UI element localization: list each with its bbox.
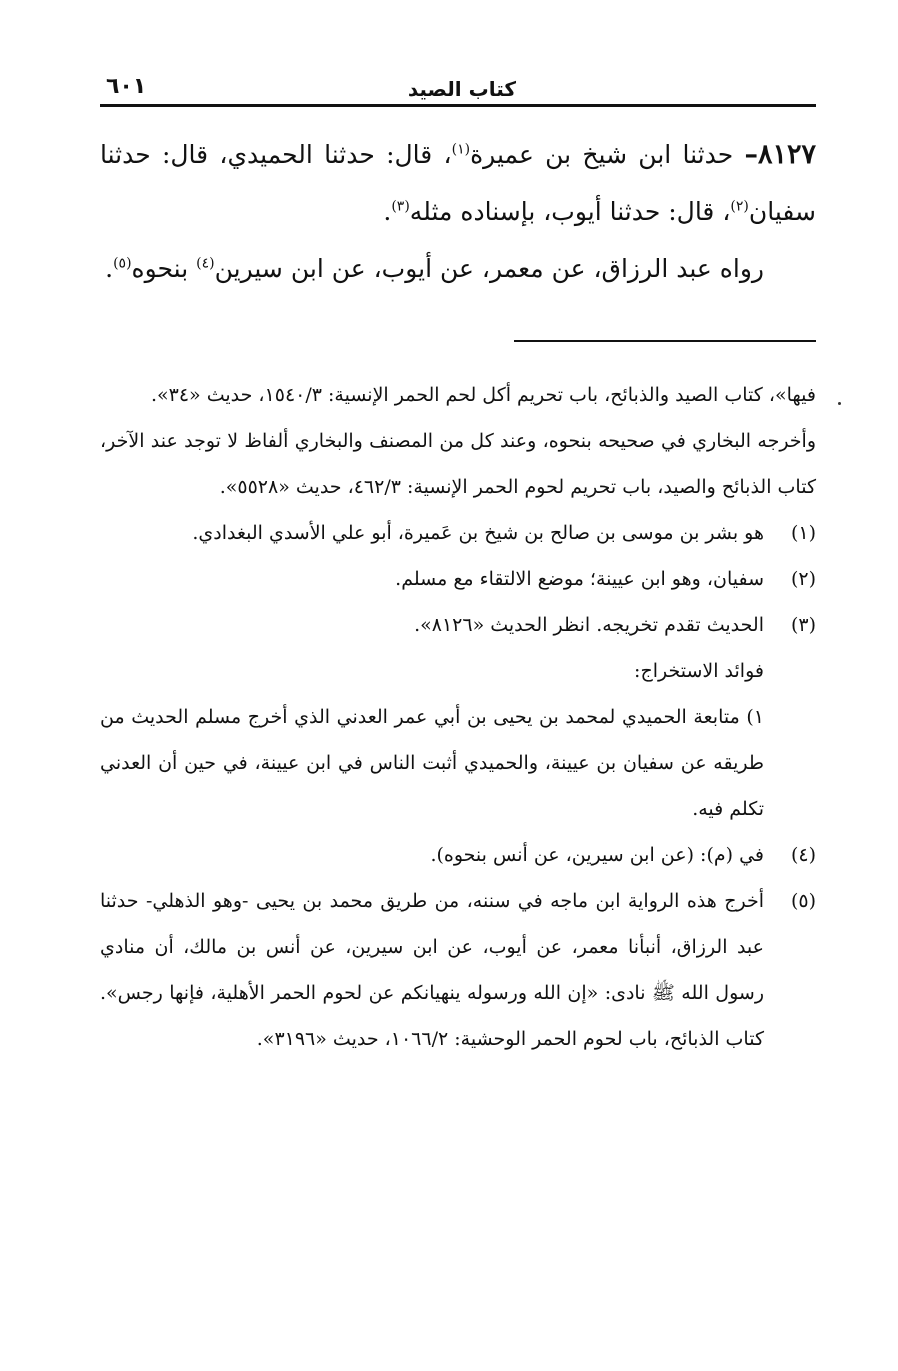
footnote-item-1 <box>100 510 816 556</box>
benefits-title: فوائد الاستخراج: <box>634 660 764 682</box>
footnote-ref-5: (٥) <box>113 255 132 272</box>
footnote-item-4 <box>100 832 816 878</box>
footnote-ref-2: (٢) <box>730 198 749 215</box>
hadith-text-part: ، قال: حدثنا الحميدي، قال: حدثنا سفيان <box>100 140 816 226</box>
footnote-number: (١) <box>790 522 816 544</box>
footnote-text: أخرج هذه الرواية ابن ماجه في سننه، من طريق محمد بن يحيى -وهو الذهلي- حدثنا عبد الرزاق، أنبأنا معمر، عن أيوب، عن ابن سيرين، عن أنس بن مالك، أن منادي رسول الله ﷺ نادى: «إن الله ورسوله ينهيانكم عن لحوم الحمر الأهلية، فإنها رجس». كتاب الذبائح، باب لحوم الحمر الوحشية: ١٠٦٦/٢، حديث «٣١٩٦». <box>100 890 764 1050</box>
footnote-text: سفيان، وهو ابن عيينة؛ موضع الالتقاء مع مسلم. <box>395 568 764 590</box>
hadith-paragraph <box>100 126 816 240</box>
footnote-item-5 <box>100 878 816 1062</box>
footnotes <box>100 372 816 1062</box>
narration-text-part: . <box>105 254 114 283</box>
footnote-number: (٤) <box>790 844 816 866</box>
scan-speck <box>838 402 841 405</box>
footnote-ref-3: (٣) <box>391 198 410 215</box>
hadith-text-part: . <box>383 197 392 226</box>
hadith-text-part: ، قال: حدثنا أيوب، بإسناده مثله <box>409 197 731 226</box>
footnote-separator <box>514 340 816 342</box>
narration-paragraph <box>100 240 816 297</box>
footnote-text: في (م): (عن ابن سيرين، عن أنس بنحوه). <box>430 844 764 866</box>
footnote-continuation: وأخرجه البخاري في صحيحه بنحوه، وعند كل من المصنف والبخاري ألفاظ لا توجد عند الآخر، كتاب الذبائح والصيد، باب تحريم لحوم الحمر الإنسية: ٤٦٢/٣، حديث «٥٥٢٨». <box>100 430 816 498</box>
footnote-item-3 <box>100 602 816 648</box>
narration-text-part: بنحوه <box>131 254 197 283</box>
benefits-text: ١) متابعة الحميدي لمحمد بن يحيى بن أبي عمر العدني الذي أخرج مسلم الحديث من طريقه عن سفيان بن عيينة، والحميدي أثبت الناس في ابن عيينة، في حين أن العدني تكلم فيه. <box>100 706 764 820</box>
page-header <box>100 70 816 104</box>
header-rule <box>100 104 816 107</box>
footnote-text: الحديث تقدم تخريجه. انظر الحديث «٨١٢٦». <box>414 614 764 636</box>
footnote-number: (٥) <box>790 890 816 912</box>
footnote-ref-4: (٤) <box>196 255 215 272</box>
running-title: كتاب الصيد <box>407 77 516 101</box>
main-text <box>100 126 816 297</box>
footnote-continuation: فيها»، كتاب الصيد والذبائح، باب تحريم أكل لحم الحمر الإنسية: ١٥٤٠/٣، حديث «٣٤». <box>150 384 816 406</box>
hadith-number: ٨١٢٧– <box>744 139 816 170</box>
footnote-item-2 <box>100 556 816 602</box>
footnote-number: (٣) <box>790 614 816 636</box>
hadith-text-part: حدثنا ابن شيخ بن عميرة <box>470 140 745 169</box>
footnote-text: هو بشر بن موسى بن صالح بن شيخ بن عَميرة، أبو علي الأسدي البغدادي. <box>192 522 764 544</box>
narration-text-part: رواه عبد الرزاق، عن معمر، عن أيوب، عن ابن سيرين <box>214 254 764 283</box>
page-number: ٦٠١ <box>106 74 147 99</box>
footnote-number: (٢) <box>790 568 816 590</box>
footnote-ref-1: (١) <box>451 141 471 158</box>
